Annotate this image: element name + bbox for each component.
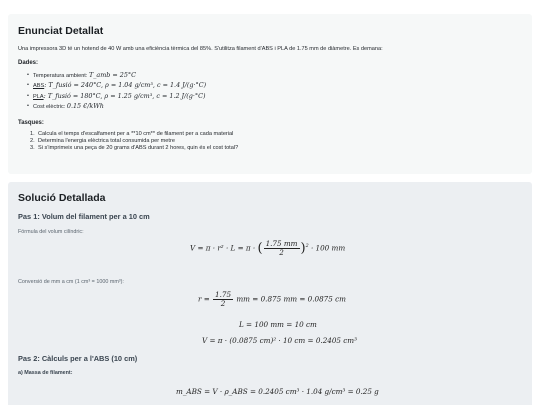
data-heading: Dades: bbox=[18, 60, 39, 66]
mass-equation: m_ABS = V · ρ_ABS = 0.2405 cm³ · 1.04 g/cm³ = 0.25 g bbox=[176, 387, 379, 396]
tasks-heading: Tasques: bbox=[18, 120, 44, 127]
data-math: : T_fusió = 240°C, ρ = 1.04 g/cm³, c = 1.4 J/(g·°C) bbox=[44, 81, 207, 90]
length-equation: L = 100 mm = 10 cm bbox=[239, 320, 317, 329]
volume-equation: V = π · r² · L = π · ( $\frac{1.75 mm}{2}$ )$^2$ · 100 mm bbox=[190, 239, 346, 257]
statement-intro: Una impressora 3D té un hotend de 40 W amb una eficiència tèrmica del 85%. S'utilitza filament d'ABS i PLA de 1.75 mm de diàmetre. Es demana: bbox=[18, 46, 383, 52]
task-item: 3. Si s'imprimeix una peça de 20 grams d'ABS durant 2 hores, quin és el cost total? bbox=[30, 145, 239, 152]
data-item bbox=[28, 92, 522, 102]
data-math: : T_fusió = 180°C, ρ = 1.25 g/cm³, c = 1.2 J/(g·°C) bbox=[43, 91, 206, 100]
volume-result-equation: V = π · (0.0875 cm)² · 10 cm = 0.2405 cm³ bbox=[202, 336, 357, 345]
step2-subtitle: a) Massa de filament: bbox=[18, 370, 73, 376]
data-math: T_amb = 25°C bbox=[88, 71, 137, 79]
radius-equation: r = $\frac{1.75}{2}$ mm = 0.875 mm = 0.0875 cm bbox=[198, 290, 346, 308]
statement-card bbox=[8, 14, 532, 174]
solution-title: Solució Detallada bbox=[18, 192, 106, 204]
tasks-list bbox=[18, 131, 522, 152]
data-list bbox=[18, 71, 522, 112]
step1-note-conversion: Conversió de mm a cm (1 cm³ = 1000 mm³): bbox=[18, 279, 124, 285]
statement-title: Enunciat Detallat bbox=[18, 25, 104, 37]
data-item: • Cost elèctric: 0.15 €/kWh bbox=[28, 102, 522, 112]
material-label: ABS bbox=[33, 83, 45, 90]
data-math: 0.15 €/kWh bbox=[66, 101, 104, 110]
step1-title: Pas 1: Volum del filament per a 10 cm bbox=[18, 212, 150, 221]
task-item: 2. Determina l'energia elèctrica total consumida per metre bbox=[30, 138, 175, 145]
task-item: 1. Calcula el temps d'escalfament per a **10 cm** de filament per a cada material bbox=[30, 131, 234, 138]
solution-card bbox=[8, 182, 532, 405]
step2-title: Pas 2: Càlculs per a l'ABS (10 cm) bbox=[18, 354, 138, 363]
data-item: • Temperatura ambient: T_amb = 25°C bbox=[28, 71, 522, 81]
data-item bbox=[28, 81, 522, 91]
step1-note-volume: Fórmula del volum cilíndric: bbox=[18, 229, 84, 235]
material-label: PLA bbox=[33, 93, 44, 100]
